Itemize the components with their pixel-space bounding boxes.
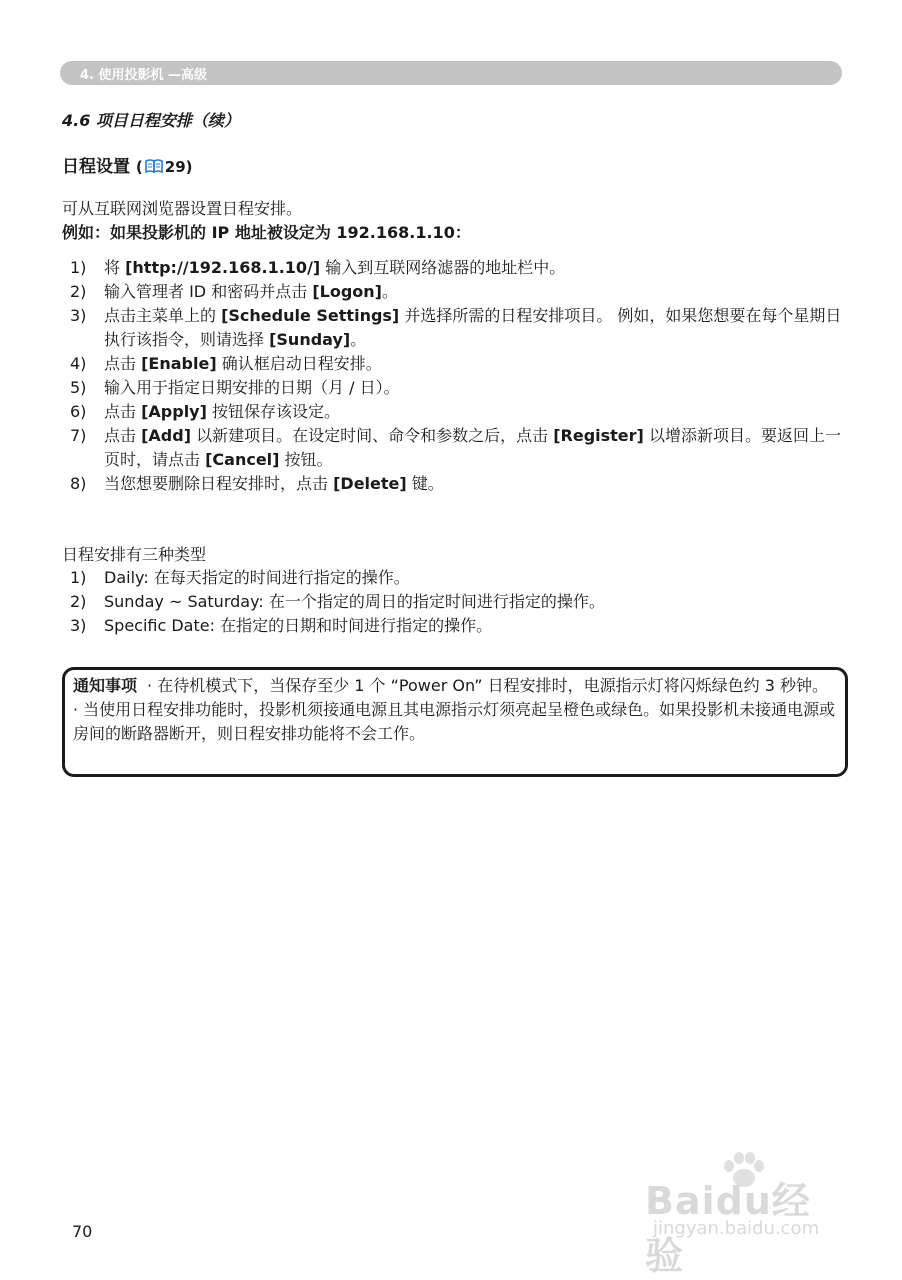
intro-text: 可从互联网浏览器设置日程安排。	[62, 199, 303, 218]
step-keyword: [Schedule Settings]	[221, 306, 400, 325]
type-item	[62, 566, 842, 590]
step-item	[62, 304, 842, 352]
page-number: 70	[72, 1222, 93, 1241]
step-number: 7)	[70, 426, 87, 445]
page-reference-number: 29	[164, 158, 186, 176]
chapter-header-bar	[60, 61, 842, 85]
step-item	[62, 400, 842, 424]
step-item	[62, 376, 842, 400]
step-text: 点击	[104, 402, 142, 421]
watermark-url: jingyan.baidu.com	[653, 1218, 820, 1239]
step-keyword: [Cancel]	[205, 450, 280, 469]
type-number: 1)	[70, 568, 87, 587]
chapter-header-text: 4. 使用投影机 —高级	[80, 68, 208, 83]
type-item	[62, 614, 842, 638]
example-text: 例如：如果投影机的 IP 地址被设定为 192.168.1.10：	[62, 223, 471, 242]
step-keyword: [Apply]	[141, 402, 207, 421]
watermark	[645, 1150, 845, 1278]
step-number: 2)	[70, 282, 87, 301]
step-text: 输入到互联网络滤器的地址栏中。	[320, 258, 566, 277]
step-number: 3)	[70, 306, 87, 325]
step-item	[62, 352, 842, 376]
step-text: 。	[350, 330, 367, 349]
step-text: 点击	[104, 426, 142, 445]
step-text: 以新建项目。在设定时间、命令和参数之后，点击	[191, 426, 554, 445]
step-text: 点击	[104, 354, 142, 373]
sub-title-text: 日程设置	[62, 157, 130, 177]
section-title: 4.6 项目日程安排（续）	[62, 111, 240, 130]
step-keyword: [Enable]	[141, 354, 217, 373]
type-number: 3)	[70, 616, 87, 635]
step-text: 并选择所需的日程安排项目。 例如，如果您想要在每个星期日执行该指令，则请选择	[104, 306, 842, 349]
step-text: 按钮。	[279, 450, 333, 469]
types-heading: 日程安排有三种类型	[62, 545, 207, 564]
step-text: 将	[104, 258, 126, 277]
step-number: 4)	[70, 354, 87, 373]
steps-list	[62, 256, 842, 496]
step-keyword: [Sunday]	[269, 330, 351, 349]
page-reference[interactable]: ( 29)	[135, 158, 193, 176]
type-text: Specific Date: 在指定的日期和时间进行指定的操作。	[104, 616, 493, 635]
sub-title	[62, 152, 193, 177]
watermark-main: Baidu经验	[645, 1179, 811, 1278]
step-text: 键。	[406, 474, 444, 493]
step-text: 确认框启动日程安排。	[216, 354, 382, 373]
note-line-2: · 当使用日程安排功能时，投影机须接通电源且其电源指示灯须亮起呈橙色或绿色。如果投影机未接通电源或房间的断路器断开，则日程安排功能将不会工作。	[73, 700, 836, 743]
type-item	[62, 590, 842, 614]
step-text: 当您想要删除日程安排时，点击	[104, 474, 334, 493]
step-keyword: [Logon]	[312, 282, 382, 301]
note-box	[62, 667, 848, 777]
step-number: 6)	[70, 402, 87, 421]
types-list	[62, 566, 842, 638]
step-number: 8)	[70, 474, 87, 493]
type-number: 2)	[70, 592, 87, 611]
step-number: 1)	[70, 258, 87, 277]
type-text: Sunday ~ Saturday: 在一个指定的周日的指定时间进行指定的操作。	[104, 592, 605, 611]
step-text: 以增添新项目。要返回上一页时，请点击	[104, 426, 841, 469]
step-item	[62, 472, 842, 496]
step-item	[62, 256, 842, 280]
note-line-1: 通知事项 · 在待机模式下，当保存至少 1 个 “Power On” 日程安排时，电源指示灯将闪烁绿色约 3 秒钟。	[73, 676, 828, 695]
step-keyword: [Delete]	[333, 474, 407, 493]
step-number: 5)	[70, 378, 87, 397]
step-text: 。	[381, 282, 398, 301]
step-text: 点击主菜单上的	[104, 306, 222, 325]
step-keyword: [http://192.168.1.10/]	[125, 258, 321, 277]
step-text: 输入管理者 ID 和密码并点击	[104, 282, 313, 301]
step-keyword: [Add]	[141, 426, 192, 445]
type-text: Daily: 在每天指定的时间进行指定的操作。	[104, 568, 410, 587]
step-keyword: [Register]	[553, 426, 644, 445]
note-title: 通知事项	[73, 676, 138, 695]
step-item	[62, 424, 842, 472]
step-text: 输入用于指定日期安排的日期（月 / 日）。	[104, 378, 400, 397]
step-text: 按钮保存该设定。	[206, 402, 341, 421]
book-icon	[145, 159, 163, 173]
step-item	[62, 280, 842, 304]
